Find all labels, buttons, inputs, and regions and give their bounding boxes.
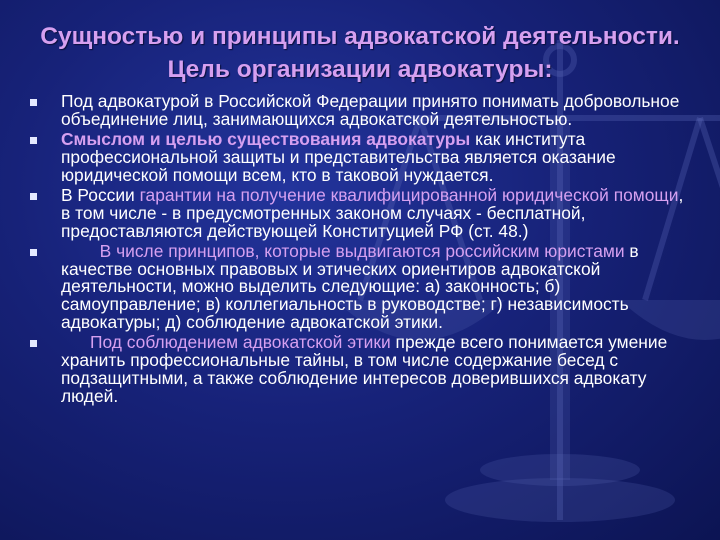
square-bullet-icon [30,99,37,106]
item-text: как института профессиональной защиты и представительства является оказание юридической помощи всем, кто в таковой нуждается. [61,129,616,185]
item-text: Под адвокатурой в Российской Федерации принято понимать добровольное объединение лиц, занимающихся адвокатской деятельностью. [61,91,680,129]
item-text: , в том числе - в предусмотренных законом случаях - бесплатной, предоставляются действующей Конституцией РФ (ст. 48.) [61,184,684,241]
list-item [24,334,696,405]
item-text: В России [61,184,140,205]
list-item [24,184,696,241]
square-bullet-icon [30,340,37,347]
list-item [24,240,696,333]
item-text: в качестве основных правовых и этических ориентиров адвокатской деятельности, можно выделить следующие: а) законность; б) самоуправление; в) коллегиальность в руководстве; г) независимость адвокатуры; д) соблюдение адвокатской этики. [61,240,639,333]
item-highlight: В числе принципов, которые выдвигаются российским юристами [99,240,625,261]
page-title: Сущностью и принципы адвокатской деятельности. Цель организации адвокатуры: [40,23,680,83]
item-text: прежде всего понимается умение хранить профессиональные тайны, в том числе содержание бесед с подзащитными, а также соблюдение интересов доверившихся адвокату людей. [61,332,668,406]
list-item [24,93,696,129]
bullet-list [24,93,696,408]
item-highlight: гарантии на получение квалифицированной юридической помощи [139,184,679,205]
item-highlight: Под соблюдением адвокатской этики [90,332,391,353]
item-highlight: Смыслом и целью существования адвокатуры [61,129,471,150]
list-item [24,131,696,184]
square-bullet-icon [30,137,37,144]
square-bullet-icon [30,193,37,200]
square-bullet-icon [30,249,37,256]
